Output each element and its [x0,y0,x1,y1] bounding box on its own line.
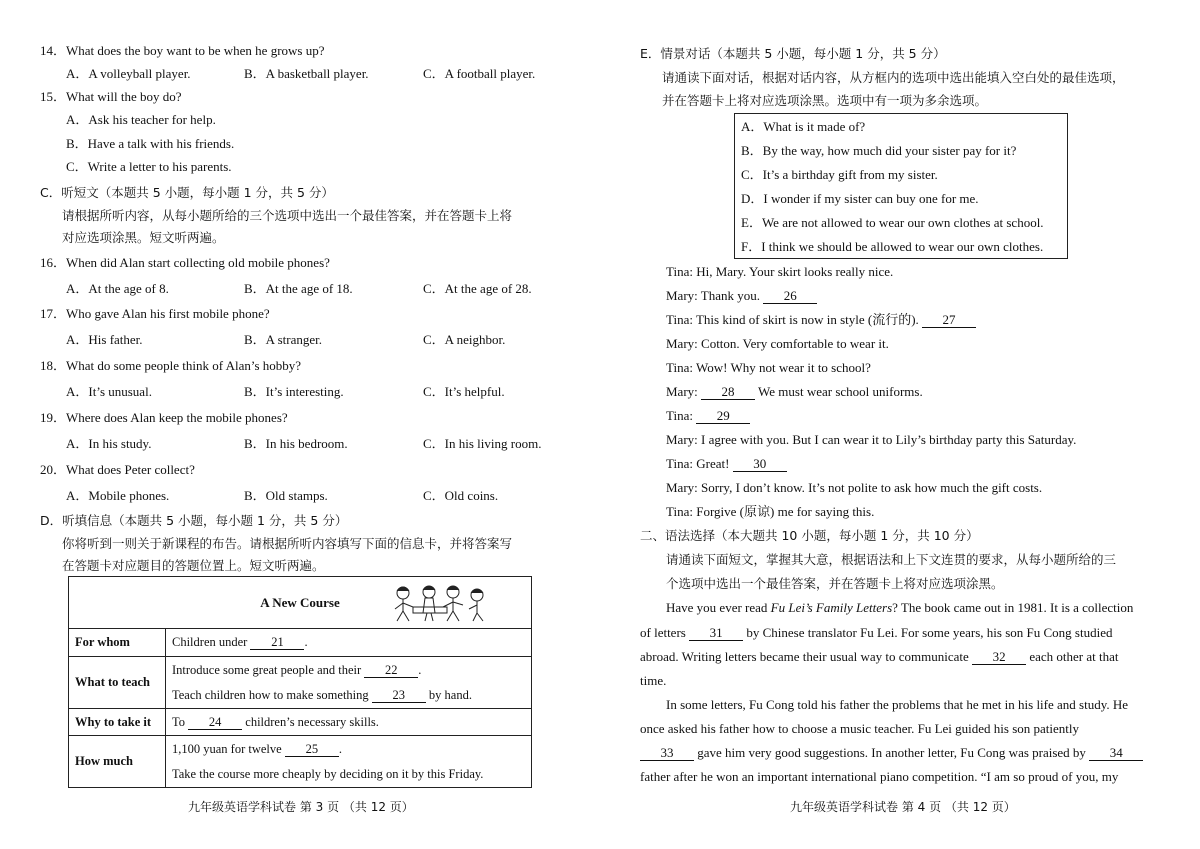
passage-line-8: father after he won an important international piano competition. “I am so proud of you, my [640,769,1119,784]
dialog-line-4: Mary: Cotton. Very comfortable to wear it. [666,336,889,351]
section-2-instruction-1: 请通读下面短文，掌握其大意，根据语法和上下文连贯的要求，从每小题所给的三 [666,552,1117,567]
dialog-line-6-text: We must wear school uniforms. [758,384,923,399]
q16-stem: 16．When did Alan start collecting old mobile phones? [40,255,330,270]
q15-option-c[interactable]: C．Write a letter to his parents. [66,159,232,174]
cost-line-1: 1,100 yuan for twelve [172,741,282,756]
section-c-instruction-2: 对应选项涂黑。短文听两遍。 [62,230,225,245]
dialog-line-8: Mary: I agree with you. But I can wear it to Lily’s birthday party this Saturday. [666,432,1077,447]
dialog-line-1: Tina: Hi, Mary. Your skirt looks really nice. [666,264,894,279]
q19-option-b[interactable]: B．In his bedroom. [244,436,348,451]
blank-29[interactable]: 29 [696,409,750,424]
blank-22[interactable]: 22 [364,663,418,678]
row-why-label: Why to take it [69,709,166,736]
book-title: Fu Lei’s Family Letters [770,600,893,615]
q19-option-c[interactable]: C．In his living room. [423,436,542,451]
q14-stem: 14．What does the boy want to be when he grows up? [40,43,325,58]
q14-option-b[interactable]: B．A basketball player. [244,66,369,81]
dialog-line-5: Tina: Wow! Why not wear it to school? [666,360,871,375]
q18-stem: 18．What do some people think of Alan’s hobby? [40,358,302,373]
dialog-line-9-text: Tina: Great! [666,456,730,471]
left-footer: 九年级英语学科试卷 第 3 页 （共 12 页） [188,800,414,814]
passage-line-3 [640,649,1118,665]
row-for-whom-label: For whom [69,629,166,657]
section-d-title: D．听填信息（本题共 5 小题，每小题 1 分，共 5 分） [40,513,348,528]
blank-30[interactable]: 30 [733,457,787,472]
section-2-title: 二、语法选择（本大题共 10 小题，每小题 1 分，共 10 分） [640,528,979,543]
passage-text: by Chinese translator Fu Lei. For some years, his son Fu Cong studied [746,625,1113,640]
blank-21[interactable]: 21 [250,635,304,650]
box-option-d[interactable]: D．I wonder if my sister can buy one for me. [741,191,979,206]
teach-line-2b: by hand. [428,687,472,702]
right-footer: 九年级英语学科试卷 第 4 页 （共 12 页） [790,800,1016,814]
box-option-e[interactable]: E．We are not allowed to wear our own clothes at school. [741,215,1044,230]
why-text-b: children’s necessary skills. [245,714,379,729]
dialog-line-7 [666,408,750,424]
section-e-instruction-2: 并在答题卡上将对应选项涂黑。选项中有一项为多余选项。 [662,93,988,108]
dialog-line-11: Tina: Forgive (原谅) me for saying this. [666,504,875,519]
q16-option-c[interactable]: C．At the age of 28. [423,281,532,296]
blank-24[interactable]: 24 [188,715,242,730]
blank-34[interactable]: 34 [1089,746,1143,761]
blank-32[interactable]: 32 [972,650,1026,665]
dialog-line-9 [666,456,787,472]
dialog-line-6-speaker: Mary: [666,384,698,399]
blank-27[interactable]: 27 [922,313,976,328]
q14-option-c[interactable]: C．A football player. [423,66,536,81]
teach-line-2a: Teach children how to make something [172,687,369,702]
section-c-instruction-1: 请根据所听内容，从每小题所给的三个选项中选出一个最佳答案，并在答题卡上将 [62,208,513,223]
section-d-instruction-2: 在答题卡对应题目的答题位置上。短文听两遍。 [62,558,325,573]
passage-line-6: once asked his father how to choose a music teacher. Fu Lei guided his son patiently [640,721,1079,736]
dialog-line-3 [666,312,976,328]
passage-text: gave him very good suggestions. In another letter, Fu Cong was praised by [697,745,1086,760]
blank-31[interactable]: 31 [689,626,743,641]
passage-text: ? The book came out in 1981. It is a collection [892,600,1134,615]
for-whom-text: Children under [172,635,248,649]
q16-option-a[interactable]: A．At the age of 8. [66,281,169,296]
dialog-line-3-text: Tina: This kind of skirt is now in style (流行的). [666,312,919,327]
section-2-instruction-2: 个选项中选出一个最佳答案，并在答题卡上将对应选项涂黑。 [666,576,1004,591]
q18-option-b[interactable]: B．It’s interesting. [244,384,344,399]
why-text-a: To [172,714,186,729]
box-option-b[interactable]: B．By the way, how much did your sister pay for it? [741,143,1017,158]
q18-option-a[interactable]: A．It’s unusual. [66,384,152,399]
box-option-a[interactable]: A．What is it made of? [741,119,866,134]
passage-line-4: time. [640,673,667,688]
passage-text: abroad. Writing letters became their usual way to communicate [640,649,969,664]
section-e-title: E．情景对话（本题共 5 小题，每小题 1 分，共 5 分） [640,46,946,61]
dialog-line-10: Mary: Sorry, I don’t know. It’s not polite to ask how much the gift costs. [666,480,1043,495]
section-e-instruction-1: 请通读下面对话，根据对话内容，从方框内的选项中选出能填入空白处的最佳选项， [662,70,1125,85]
blank-23[interactable]: 23 [372,688,426,703]
q20-stem: 20．What does Peter collect? [40,462,195,477]
box-option-f[interactable]: F．I think we should be allowed to wear our own clothes. [741,239,1044,254]
options-box [734,113,1068,259]
section-c-title: C．听短文（本题共 5 小题，每小题 1 分，共 5 分） [40,185,334,200]
passage-line-1 [666,600,1133,616]
passage-line-5: In some letters, Fu Cong told his father the problems that he met in his life and study. He [666,697,1129,712]
passage-line-2 [640,625,1112,641]
q15-stem: 15．What will the boy do? [40,89,182,104]
q15-option-a[interactable]: A．Ask his teacher for help. [66,112,216,127]
dialog-line-2 [666,288,817,304]
dialog-line-2-text: Mary: Thank you. [666,288,760,303]
blank-28[interactable]: 28 [701,385,755,400]
course-info-card: A New Course For whom Children under 21 . What to teach Introduce some great people and their 22 . Teach children how to make something 23 by hand. Why to take it To 24 children’s necessary skills. How much 1,100 yuan for twelve 25 . Take the course more cheaply by deciding on it by this Friday. [68,576,532,788]
box-option-c[interactable]: C．It’s a birthday gift from my sister. [741,167,938,182]
q20-option-a[interactable]: A．Mobile phones. [66,488,170,503]
q18-option-c[interactable]: C．It’s helpful. [423,384,505,399]
row-what-to-teach-label: What to teach [69,657,166,709]
q15-option-b[interactable]: B．Have a talk with his friends. [66,136,235,151]
q19-option-a[interactable]: A．In his study. [66,436,152,451]
teach-line-1: Introduce some great people and their [172,662,362,677]
blank-33[interactable]: 33 [640,746,694,761]
q14-option-a[interactable]: A．A volleyball player. [66,66,191,81]
card-title: A New Course [260,594,340,610]
passage-text: Have you ever read [666,600,771,615]
children-drawing-icon [389,583,489,623]
section-d-instruction-1: 你将听到一则关于新课程的布告。请根据所听内容填写下面的信息卡，并将答案写 [62,536,513,551]
passage-line-7 [640,745,1143,761]
row-how-much-label: How much [69,736,166,788]
blank-26[interactable]: 26 [763,289,817,304]
passage-text: each other at that [1029,649,1119,664]
passage-text: of letters [640,625,686,640]
q16-option-b[interactable]: B．At the age of 18. [244,281,353,296]
dialog-line-6 [666,384,923,400]
q19-stem: 19．Where does Alan keep the mobile phones? [40,410,288,425]
blank-25[interactable]: 25 [285,742,339,757]
q17-option-c[interactable]: C．A neighbor. [423,332,506,347]
dialog-line-7-speaker: Tina: [666,408,693,423]
q17-stem: 17．Who gave Alan his first mobile phone? [40,306,270,321]
q20-option-c[interactable]: C．Old coins. [423,488,499,503]
q17-option-a[interactable]: A．His father. [66,332,143,347]
q17-option-b[interactable]: B．A stranger. [244,332,322,347]
cost-line-2: Take the course more cheaply by deciding on it by this Friday. [172,766,484,781]
q20-option-b[interactable]: B．Old stamps. [244,488,328,503]
